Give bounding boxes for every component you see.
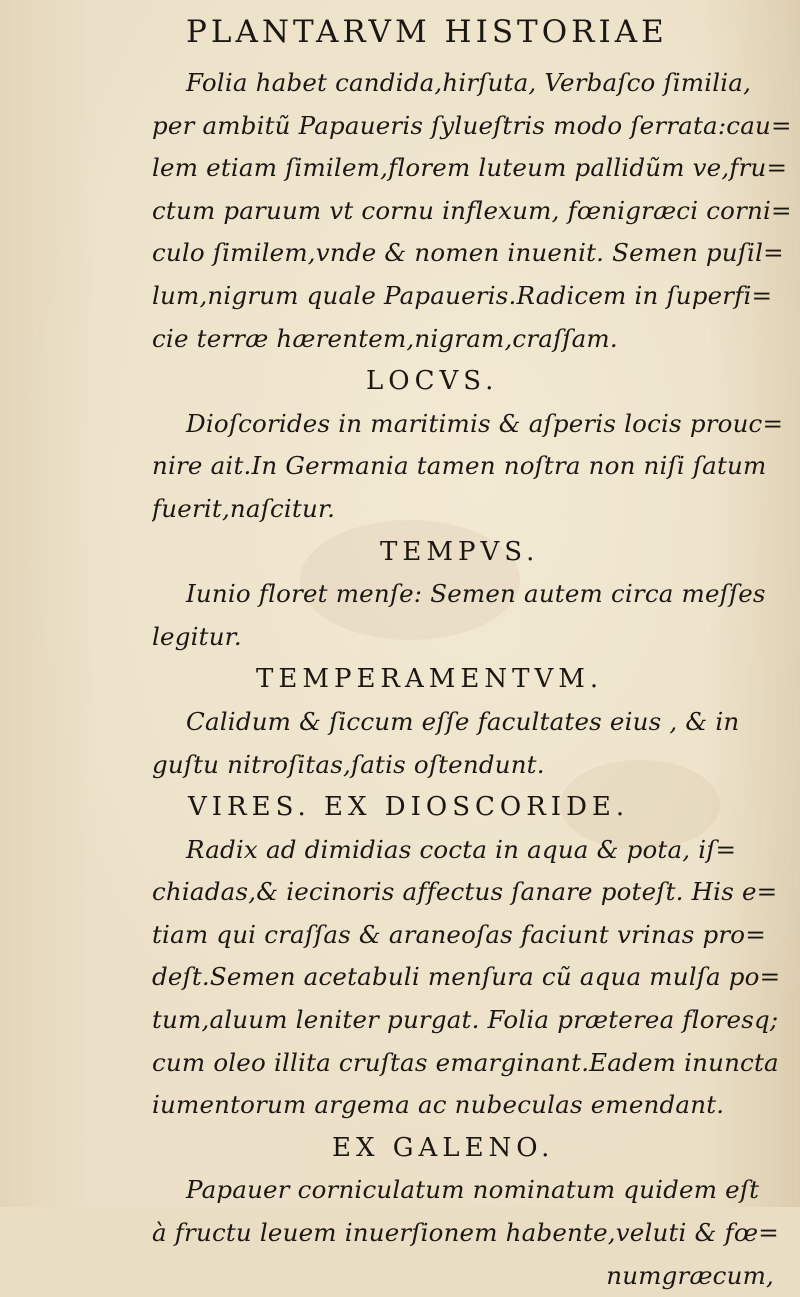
- text-line: numgræcum,: [606, 1260, 774, 1290]
- text-line: tum,aluum leniter purgat. Folia præterea floresq;: [152, 1005, 779, 1035]
- text-line: deſt.Semen acetabuli menſura cũ aqua mulſa po=: [152, 962, 781, 992]
- section-heading-temperamentum: TEMPERAMENTVM.: [256, 664, 604, 695]
- text-line: nire ait.In Germania tamen noſtra non niſi ſatum: [152, 451, 767, 481]
- section-heading-vires: VIRES. EX DIOSCORIDE.: [188, 792, 630, 823]
- text-line: per ambitũ Papaueris ſylueſtris modo ſerrata:cau=: [152, 110, 792, 140]
- text-line: Iunio floret menſe: Semen autem circa meſſes: [186, 579, 766, 609]
- running-head: PLANTARVM HISTORIAE: [186, 14, 668, 50]
- text-line: cum oleo illita cruſtas emarginant.Eadem inuncta: [152, 1047, 779, 1077]
- text-line: Calidum & ſiccum eſſe facultates eius , & in: [186, 706, 740, 736]
- section-heading-tempus: TEMPVS.: [380, 536, 540, 567]
- text-line: iumentorum argema ac nubeculas emendant.: [152, 1090, 725, 1120]
- section-heading-galeno: EX GALENO.: [332, 1132, 555, 1163]
- text-line: lum,nigrum quale Papaueris.Radicem in ſuperfi=: [152, 280, 773, 310]
- text-line: Papauer corniculatum nominatum quidem eſt: [186, 1175, 760, 1205]
- text-line: culo ſimilem,vnde & nomen inuenit. Semen puſil=: [152, 238, 784, 268]
- text-line: cie terræ hærentem,nigram,craſſam.: [152, 323, 618, 353]
- section-heading-locus: LOCVS.: [366, 366, 499, 397]
- text-line: chiadas,& iecinoris affectus ſanare poteſt. His e=: [152, 877, 778, 907]
- text-line: legitur.: [152, 621, 242, 651]
- text-line: Dioſcorides in maritimis & aſperis locis prouc=: [186, 408, 784, 438]
- text-line: à fructu leuem inuerſionem habente,veluti & fœ=: [152, 1218, 779, 1248]
- text-line: Folia habet candida,hirſuta, Verbaſco ſimilia,: [186, 68, 752, 97]
- text-line: ctum paruum vt cornu inflexum, fœnigræci corni=: [152, 195, 792, 225]
- text-line: guſtu nitroſitas,ſatis oſtendunt.: [152, 749, 545, 779]
- text-line: lem etiam ſimilem,florem luteum pallidũm ve,fru=: [152, 153, 788, 183]
- text-line: Radix ad dimidias cocta in aqua & pota, iſ=: [186, 834, 737, 864]
- text-line: fuerit,naſcitur.: [152, 493, 336, 523]
- text-line: tiam qui craſſas & araneoſas faciunt vrinas pro=: [152, 919, 766, 949]
- body-text: [152, 62, 792, 1297]
